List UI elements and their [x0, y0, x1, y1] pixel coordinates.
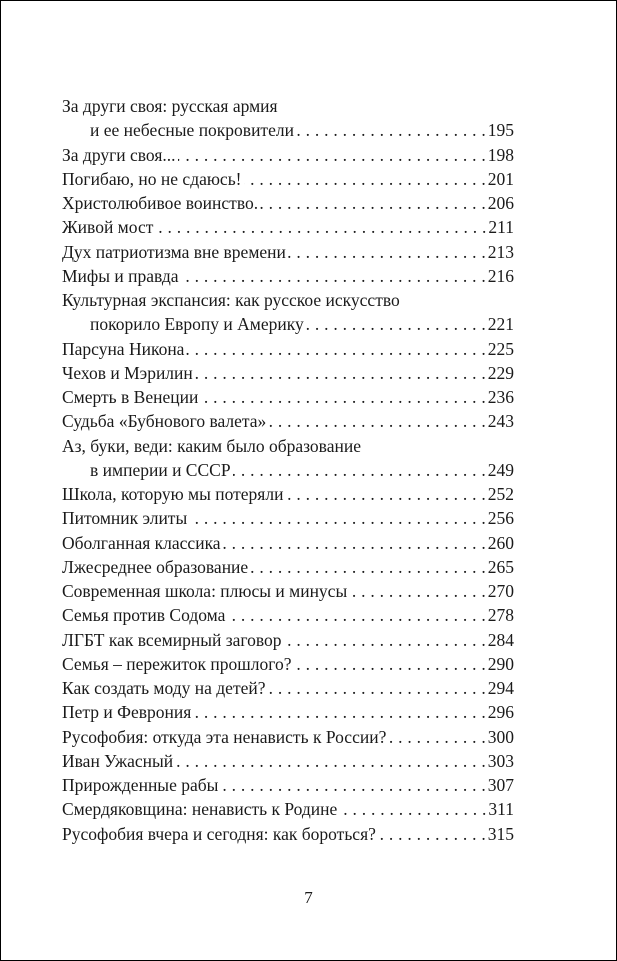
- toc-entry-line: [62, 628, 514, 652]
- toc-entry-line: [62, 458, 514, 482]
- toc-entry-title: Смердяковщина: ненависть к Родине: [62, 799, 338, 820]
- toc-entry-line: [62, 215, 514, 239]
- toc-entry-page: 216: [487, 265, 514, 286]
- toc-entry: [62, 531, 514, 555]
- toc-entry-title: Погибаю, но не сдаюсь!: [62, 168, 242, 189]
- page-number: 7: [304, 888, 313, 907]
- dot-leader: [288, 240, 486, 264]
- toc-entry-line: [62, 579, 514, 603]
- toc-entry-line: [62, 191, 514, 215]
- toc-entry-page: 243: [487, 411, 514, 432]
- toc-entry-title: Мифы и правда: [62, 265, 179, 286]
- toc-entry-line: [62, 434, 514, 458]
- toc-entry-line: [62, 749, 514, 773]
- toc-entry-line: [62, 118, 514, 142]
- toc-entry-title: Прирожденные рабы: [62, 775, 219, 795]
- toc-entry-title: Судьба «Бубнового валета»: [62, 411, 267, 432]
- dot-leader: [349, 579, 486, 603]
- toc-entry-line: [62, 143, 514, 167]
- toc-entry-page: 278: [487, 605, 514, 626]
- toc-entry-page: 294: [487, 678, 514, 698]
- dot-leader: [306, 312, 486, 336]
- toc-entry-line: [62, 312, 514, 336]
- toc-entry-page: 221: [487, 314, 514, 335]
- dot-leader: [181, 264, 486, 288]
- toc-entry-line: [62, 337, 514, 361]
- toc-entry: [62, 822, 514, 846]
- dot-leader: [233, 458, 486, 482]
- toc-entry: [62, 676, 514, 700]
- dot-leader: [388, 725, 485, 749]
- toc-entry-title: Современная школа: плюсы и минусы: [62, 581, 348, 601]
- toc-entry: [62, 603, 514, 627]
- toc-entry-page: 236: [487, 387, 514, 407]
- toc-entry-title: Иван Ужасный: [62, 750, 174, 771]
- toc-entry-title: Лжесреднее образование: [62, 556, 249, 577]
- toc-entry-page: 213: [487, 241, 514, 262]
- toc-entry-title: Живой мост: [62, 217, 154, 238]
- toc-entry: [62, 215, 514, 239]
- dot-leader: [268, 676, 486, 700]
- toc-entry-title: За други своя: русская армия: [62, 96, 278, 116]
- toc-entry-page: 201: [487, 168, 514, 189]
- toc-entry-page: 260: [487, 532, 514, 553]
- toc-entry-page: 198: [487, 144, 514, 165]
- toc-entry-page: 225: [487, 338, 514, 359]
- toc-entry-title: в империи и СССР: [90, 459, 231, 480]
- toc-entry: [62, 385, 514, 409]
- dot-leader: [189, 506, 486, 530]
- toc-entry: [62, 749, 514, 773]
- toc-entry: [62, 652, 514, 676]
- toc-entry-line: [62, 240, 514, 264]
- dot-leader: [260, 191, 486, 215]
- dot-leader: [296, 118, 486, 142]
- toc-entry-line: [62, 652, 514, 676]
- toc-entry-line: [62, 167, 514, 191]
- toc-entry: [62, 361, 514, 385]
- toc-entry-title: Семья против Содома: [62, 605, 226, 626]
- toc-entry-page: 303: [487, 750, 514, 771]
- toc-entry-title: ЛГБТ как всемирный заговор: [62, 629, 282, 650]
- toc-entry-title: Как создать моду на детей?: [62, 678, 266, 698]
- toc-entry-page: 311: [488, 799, 514, 820]
- toc-entry-title: Петр и Феврония: [62, 702, 192, 723]
- dot-leader: [227, 603, 485, 627]
- toc-entry-page: 290: [487, 653, 514, 674]
- dot-leader: [193, 700, 485, 724]
- toc-entry: [62, 434, 514, 483]
- dot-leader: [284, 628, 486, 652]
- toc-entry-page: 256: [487, 508, 514, 529]
- toc-entry-page: 229: [487, 362, 514, 383]
- toc-entry-page: 296: [487, 702, 514, 723]
- toc-entry-line: [62, 385, 514, 409]
- dot-leader: [223, 531, 486, 555]
- toc-entry-page: 252: [487, 484, 514, 504]
- dot-leader: [195, 361, 486, 385]
- toc-entry-title: Христолюбивое воинство.: [62, 193, 259, 213]
- toc-entry-page: 211: [488, 217, 514, 238]
- dot-leader: [178, 143, 486, 167]
- toc-entry-line: [62, 531, 514, 555]
- toc-entry-line: [62, 603, 514, 627]
- toc-entry-title: Русофобия: откуда эта ненависть к России?: [62, 726, 387, 747]
- dot-leader: [175, 749, 486, 773]
- dot-leader: [186, 337, 485, 361]
- toc-entry-line: [62, 797, 514, 821]
- toc-entry: [62, 628, 514, 652]
- toc-entry: [62, 264, 514, 288]
- toc-entry-title: Аз, буки, веди: каким было образование: [62, 435, 361, 456]
- toc-entry: [62, 797, 514, 821]
- toc-entry-title: Культурная экспансия: как русское искусство: [62, 290, 400, 310]
- toc-entry-title: Дух патриотизма вне времени: [62, 241, 286, 262]
- toc-entry-title: Семья – пережиток прошлого?: [62, 653, 292, 674]
- toc-entry-title: Школа, которую мы потеряли: [62, 484, 284, 504]
- toc-entry-page: 307: [487, 775, 514, 795]
- toc-entry: [62, 700, 514, 724]
- toc-entry: [62, 143, 514, 167]
- toc-entry-title: Оболганная классика: [62, 532, 221, 553]
- toc-entry: [62, 337, 514, 361]
- toc-entry-line: [62, 482, 514, 506]
- toc-entry: [62, 240, 514, 264]
- dot-leader: [339, 797, 486, 821]
- toc-entry: [62, 773, 514, 797]
- toc-entry: [62, 506, 514, 530]
- toc-entry-page: 315: [487, 823, 514, 844]
- toc-entry-line: [62, 506, 514, 530]
- table-of-contents: [62, 94, 514, 846]
- dot-leader: [220, 773, 485, 797]
- toc-entry: [62, 191, 514, 215]
- toc-entry-line: [62, 700, 514, 724]
- toc-entry-title: Парсуна Никона: [62, 338, 185, 359]
- toc-entry: [62, 288, 514, 337]
- toc-entry-line: [62, 822, 514, 846]
- toc-entry-page: 206: [487, 193, 514, 213]
- toc-entry: [62, 555, 514, 579]
- toc-entry-title: Чехов и Мэрилин: [62, 362, 193, 383]
- toc-entry: [62, 94, 514, 143]
- toc-entry-line: [62, 676, 514, 700]
- toc-entry: [62, 167, 514, 191]
- toc-entry-line: [62, 288, 514, 312]
- toc-entry-title: покорило Европу и Америку: [90, 314, 304, 335]
- dot-leader: [378, 822, 486, 846]
- dot-leader: [155, 215, 486, 239]
- dot-leader: [294, 652, 486, 676]
- toc-entry-page: 249: [487, 459, 514, 480]
- toc-entry-line: [62, 361, 514, 385]
- toc-entry-page: 195: [487, 120, 514, 141]
- toc-entry-line: [62, 409, 514, 433]
- dot-leader: [268, 409, 485, 433]
- toc-entry-line: [62, 94, 514, 118]
- toc-entry-line: [62, 555, 514, 579]
- dot-leader: [200, 385, 485, 409]
- toc-entry-title: За други своя...: [62, 144, 176, 165]
- dot-leader: [250, 555, 486, 579]
- toc-entry-title: и ее небесные покровители: [90, 120, 294, 141]
- toc-entry: [62, 409, 514, 433]
- toc-entry-page: 270: [487, 581, 514, 601]
- toc-entry: [62, 579, 514, 603]
- dot-leader: [285, 482, 485, 506]
- toc-entry-page: 300: [487, 726, 514, 747]
- toc-entry-page: 265: [487, 556, 514, 577]
- toc-entry-title: Смерть в Венеции: [62, 387, 199, 407]
- dot-leader: [244, 167, 486, 191]
- toc-entry-line: [62, 264, 514, 288]
- toc-entry-line: [62, 773, 514, 797]
- toc-entry-title: Питомник элиты: [62, 508, 188, 529]
- toc-entry: [62, 725, 514, 749]
- toc-entry: [62, 482, 514, 506]
- toc-entry-title: Русофобия вчера и сегодня: как бороться?: [62, 823, 376, 844]
- toc-entry-line: [62, 725, 514, 749]
- toc-entry-page: 284: [487, 629, 514, 650]
